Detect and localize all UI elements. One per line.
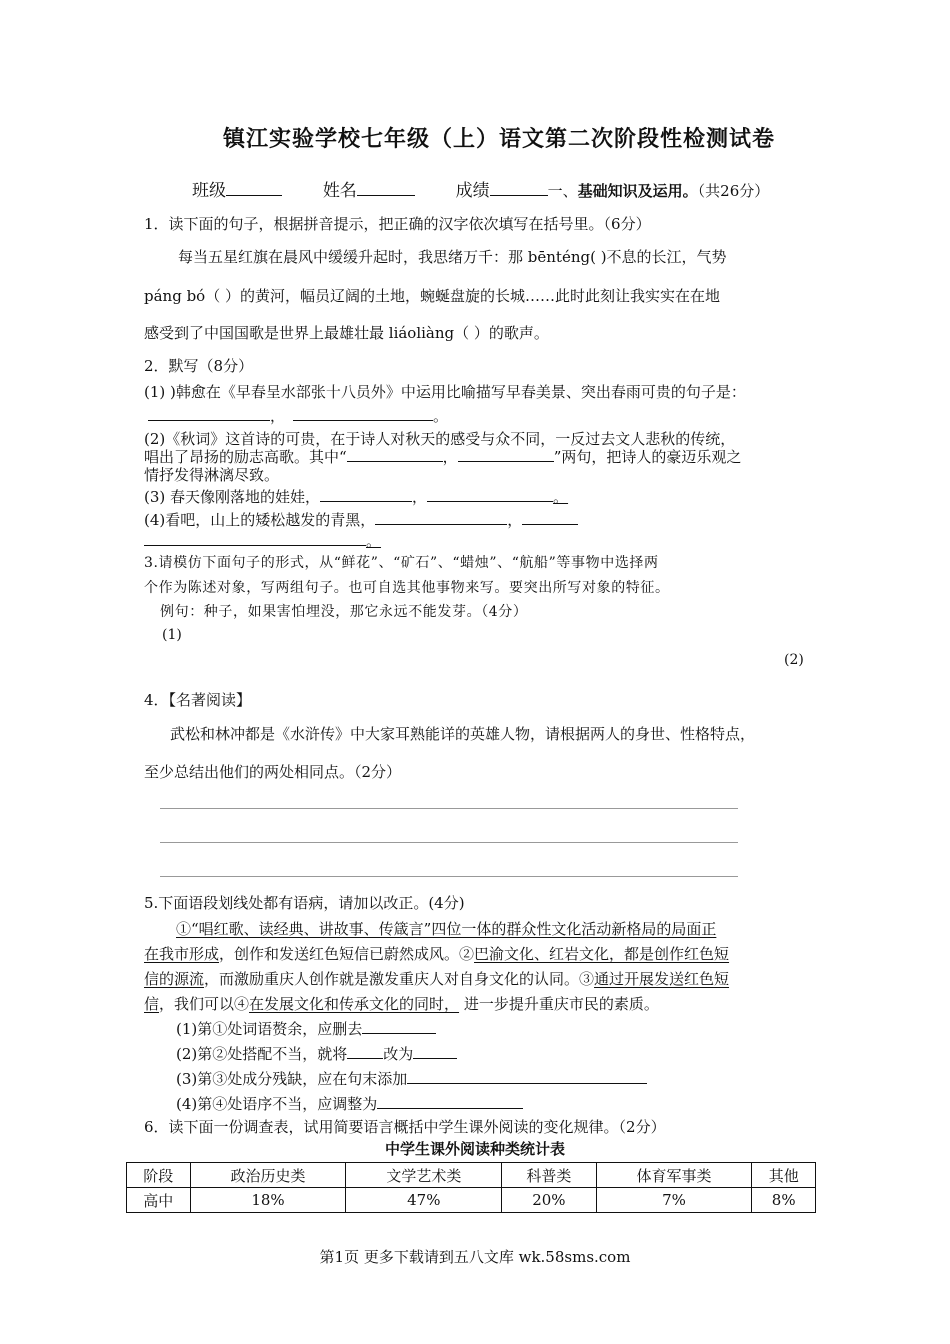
q5-sub3-blank[interactable] [407,1069,647,1084]
q5-para-line4 [144,993,659,1014]
q5-text-4-end: 进一步提升重庆市民的素质。 [459,995,659,1013]
score-label: 成绩 [455,181,490,201]
q5-sub2-text2: 改为 [383,1045,414,1063]
q5-underline-2b: 信的源流 [144,970,205,988]
q5-para-line2 [144,943,729,964]
q1-line1: 每当五星红旗在晨风中缓缓升起时，我思绪万千：那 bēnténg( )不息的长江，气势 [178,248,727,266]
q5-sub4 [176,1093,523,1114]
q2-p2-end: ”两句，把诗人的豪迈乐观之 [553,448,742,466]
page-title: 镇江实验学校七年级（上）语文第二次阶段性检测试卷 [222,126,775,152]
q1-line3: 感受到了中国国歌是世界上最雄壮最 liáoliàng（ ）的歌声。 [144,324,549,342]
class-blank[interactable] [226,181,282,196]
q2-p1: (1) )韩愈在《早春呈水部张十八员外》中运用比喻描写早春美景、突出春雨可贵的句子是： [144,383,746,401]
q3-n2: (2) [784,652,804,668]
q2-p4-blank2a[interactable] [522,510,578,525]
q2-p2-sep: ， [442,448,458,466]
table-header-cell: 政治历史类 [190,1163,346,1188]
q2-p4-blank2b[interactable] [144,531,366,546]
q2-p4-blank1[interactable] [375,510,507,525]
table-header-row [127,1163,816,1188]
table-cell: 47% [346,1188,502,1213]
q2-p3-blank1[interactable] [320,487,412,502]
section1-title: 基础知识及运用。 [577,182,698,200]
q5-text-2: ，创作和发送红色短信已蔚然成风。② [219,945,475,963]
q3-n1: (1) [162,627,182,643]
q3-line2: 个作为陈述对象，写两组句子。也可自选其他事物来写。要突出所写对象的特征。 [144,580,670,596]
q2-p1-blank1[interactable] [148,406,270,421]
table-cell: 高中 [127,1188,191,1213]
q5-sub4-blank[interactable] [377,1094,523,1109]
section1-prefix: 一、 [547,182,578,200]
q4-answer-line-1[interactable] [160,808,738,809]
class-label: 班级 [192,181,226,201]
q3-line1: 3.请模仿下面句子的形式，从“鲜花”、“矿石”、“蜡烛”、“航船”等事物中选择两 [144,555,659,571]
table-header-cell: 科普类 [502,1163,596,1188]
q2-p3-text: (3) 春天像刚落地的娃娃， [144,488,321,506]
q5-para-line1: ①“唱红歌、读经典、讲故事、传箴言”四位一体的群众性文化活动新格局的局面正 [176,920,717,938]
reading-stats-table [126,1162,816,1213]
q5-sub3-text: (3)第③处成分残缺，应在句末添加 [176,1070,408,1088]
table-row [127,1188,816,1213]
q2-p4-sep: ， [507,511,523,529]
q5-sub1-blank[interactable] [362,1019,436,1034]
q5-sub2-blank2[interactable] [413,1044,457,1059]
q2-p4-cont [144,530,381,551]
q5-sub2 [176,1043,457,1064]
q5-underline-4: 在发展文化和传承文化的同时， [249,995,460,1013]
q5-sub2-text: (2)第②处搭配不当，就将 [176,1045,348,1063]
table-cell: 8% [752,1188,816,1213]
q5-sub2-blank1[interactable] [347,1044,383,1059]
q2-p1-sep: ， [270,407,286,425]
table-header-cell: 其他 [752,1163,816,1188]
q2-p3-sep: ， [412,488,428,506]
q2-p4 [144,509,578,530]
q2-p2-blank1[interactable] [347,447,443,462]
q5-text-3: ，而激励重庆人创作就是激发重庆人对自身文化的认同。③ [204,970,595,988]
q1-stem: 1．读下面的句子，根据拼音提示，把正确的汉字依次填写在括号里。（6分） [144,215,651,233]
q4-answer-line-3[interactable] [160,876,738,877]
q2-p1-end: 。 [433,407,449,425]
q2-p2-blank2[interactable] [458,447,554,462]
table-header-cell: 体育军事类 [596,1163,752,1188]
table-header-cell: 文学艺术类 [346,1163,502,1188]
q6-stem: 6．读下面一份调查表，试用简要语言概括中学生课外阅读的变化规律。（2分） [144,1118,666,1136]
page-footer: 第1页 更多下载请到五八文库 wk.58sms.com [319,1248,631,1266]
table-header-cell: 阶段 [127,1163,191,1188]
name-blank[interactable] [357,181,415,196]
q2-p4-text: (4)看吧，山上的矮松越发的青黑， [144,511,376,529]
name-label: 姓名 [322,181,357,201]
q5-sub4-text: (4)第④处语序不当，应调整为 [176,1095,378,1113]
q2-p3-end: 。 [553,488,569,506]
q2-p1-answer [148,405,448,426]
q5-sub1 [176,1018,436,1039]
q2-p4-end: 。 [366,532,382,550]
q5-underline-3b: 信 [144,995,160,1013]
q5-para-line3 [144,968,729,989]
q5-sub3 [176,1068,647,1089]
q2-p3 [144,486,568,507]
q5-stem: 5.下面语段划线处都有语病，请加以改正。(4分) [144,894,465,912]
q2-stem: 2．默写（8分） [144,357,254,375]
q2-p2-text: 唱出了昂扬的励志高歌。其中“ [144,448,347,466]
table-cell: 7% [596,1188,752,1213]
header-info [192,176,769,201]
table-caption: 中学生课外阅读种类统计表 [384,1140,565,1158]
q5-underline-1b: 在我市形成 [144,945,220,963]
q2-p3-blank2[interactable] [427,487,553,502]
q4-line2: 至少总结出他们的两处相同点。（2分） [144,763,402,781]
q2-p1-blank2[interactable] [293,406,433,421]
section1-points: （共26分） [697,182,770,200]
table-cell: 18% [190,1188,346,1213]
q4-line1: 武松和林冲都是《水浒传》中大家耳熟能详的英雄人物，请根据两人的身世、性格特点， [170,725,756,743]
q5-underline-3a: 通过开展发送红色短 [594,970,730,988]
q4-answer-line-2[interactable] [160,842,738,843]
q5-sub1-text: (1)第①处词语赘余，应删去 [176,1020,363,1038]
score-blank[interactable] [490,181,548,196]
q2-p2-l3: 情抒发得淋漓尽致。 [144,466,280,484]
q3-example: 例句：种子，如果害怕埋没，那它永远不能发芽。（4分） [160,604,528,620]
table-cell: 20% [502,1188,596,1213]
q1-line2: páng bó（ ）的黄河，幅员辽阔的土地，蜿蜒盘旋的长城……此时此刻让我实实在在地 [144,287,720,305]
q2-p2-l1: (2)《秋词》这首诗的可贵，在于诗人对秋天的感受与众不同，一反过去文人悲秋的传统， [144,430,736,448]
q5-underline-2a: 巴渝文化、红岩文化，都是创作红色短 [474,945,730,963]
q4-stem: 4．【名著阅读】 [144,691,252,709]
q5-text-4: ，我们可以④ [159,995,250,1013]
